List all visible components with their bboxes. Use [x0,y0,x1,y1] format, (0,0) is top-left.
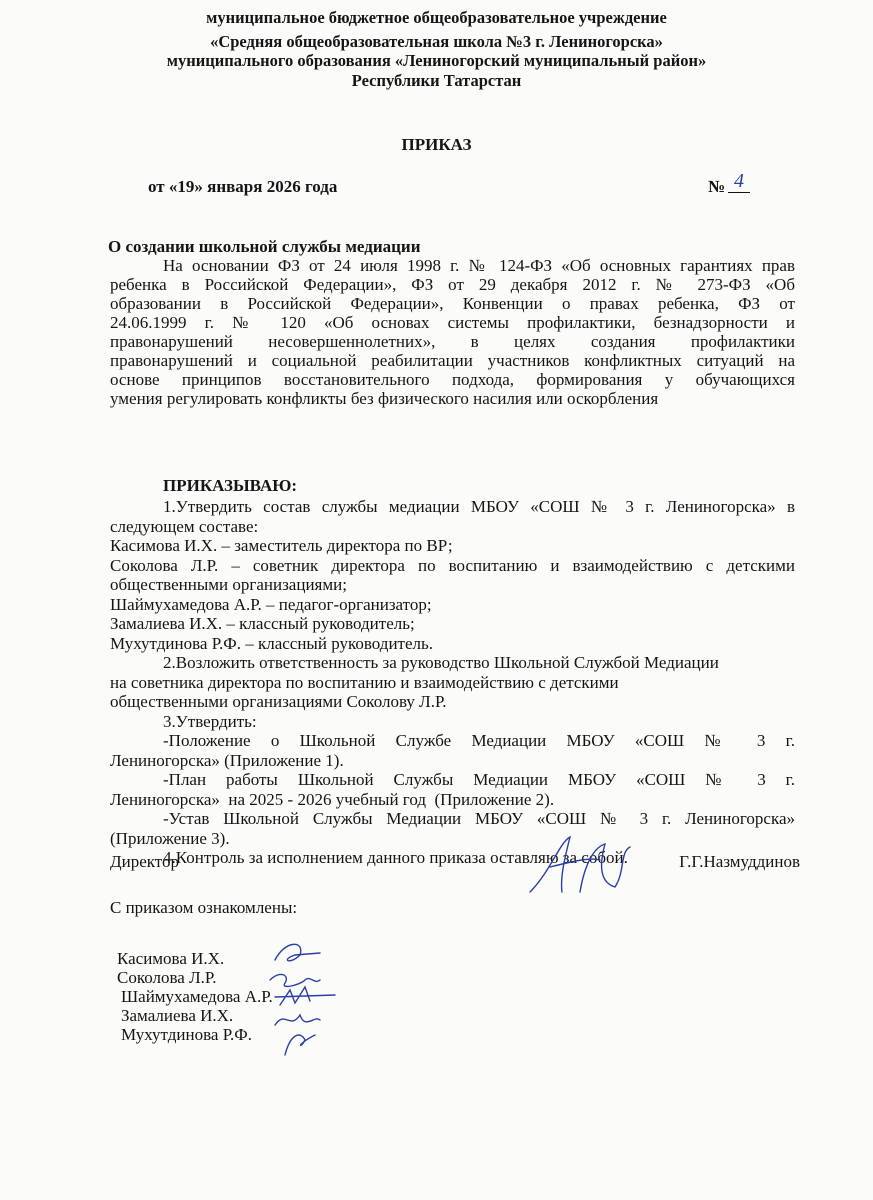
staff-signatures-icon [260,935,350,1065]
preamble-line: умения регулировать конфликты без физического насилия или оскорбления [110,389,659,408]
order-item-line: на советника директора по воспитанию и взаимодействию с детскими [110,672,619,692]
acknowledged-name: Замалиева И.Х. [121,1006,234,1025]
acknowledged-name: Шаймухамедова А.Р. [121,987,273,1006]
preamble [110,256,795,408]
order-subject: О создании школьной службы медиации [108,237,421,256]
order-item-line: Мухутдинова Р.Ф. – классный руководитель. [110,633,433,653]
order-item-line: Замалиева И.Х. – классный руководитель; [110,614,415,633]
order-item-line: 4.Контроль за исполнением данного приказа оставляю за собой. [163,848,628,867]
signatory-position: Директор [110,852,179,871]
order-item-line: общественными организациями; [110,575,347,594]
order-item-line: 1.Утвердить состав службы медиации МБОУ «СОШ № 3 г. Лениногорска» в [163,497,795,516]
preamble-line: На основании ФЗ от 24 июля 1998 г. № 124-ФЗ «Об основных гарантиях прав [163,256,795,275]
order-number-label: № [708,177,726,196]
order-item-line: Шаймухамедова А.Р. – педагог-организатор; [110,594,432,614]
order-item-line: Лениногорска» (Приложение 1). [110,750,344,770]
preamble-line: образовании в Российской Федерации», Конвенции о правах ребенка, ФЗ от [110,294,795,313]
order-item-line: следующем составе: [110,516,259,536]
preamble-line: основе принципов восстановительного подхода, формирования у обучающихся [110,370,795,389]
header-line: муниципального образования «Лениногорский муниципальный район» [166,51,707,70]
order-item-line: -Устав Школьной Службы Медиации МБОУ «СОШ № 3 г. Лениногорска» [163,809,795,828]
order-item-line: 3.Утвердить: [163,711,257,731]
order-word: ПРИКАЗЫВАЮ: [163,476,298,495]
order-date: от «19» января 2026 года [148,177,338,196]
acknowledged-heading: С приказом ознакомлены: [110,898,298,917]
order-item-line: -План работы Школьной Службы Медиации МБОУ «СОШ № 3 г. [163,770,795,789]
order-item-line: Касимова И.Х. – заместитель директора по ВР; [110,536,453,555]
acknowledged-name: Мухутдинова Р.Ф. [121,1025,252,1044]
preamble-line: ребенка в Российской Федерации», ФЗ от 29 декабря 2012 г. № 273-ФЗ «Об [110,275,795,294]
preamble-line: 24.06.1999 г. № 120 «Об основах системы профилактики, безнадзорности и [110,313,795,332]
order-item-line: -Положение о Школьной Службе Медиации МБОУ «СОШ № 3 г. [163,731,795,750]
order-item-line: Соколова Л.Р. – советник директора по воспитанию и взаимодействию с детскими [110,555,795,575]
preamble-line: правонарушений несовершеннолетних», в целях создания профилактики [110,332,795,351]
preamble-line: правонарушений и социальной реабилитации участников конфликтных ситуаций на [110,351,795,370]
order-item-line: общественными организациями Соколову Л.Р. [110,692,447,711]
acknowledged-name: Касимова И.Х. [117,949,225,968]
order-number-value: 4 [728,170,750,193]
order-item-line: Лениногорска» на 2025 - 2026 учебный год (Приложение 2). [110,789,555,809]
order-item-line: (Приложение 3). [110,828,230,848]
acknowledged-name: Соколова Л.Р. [117,968,217,987]
document-title: ПРИКАЗ [401,135,472,154]
order-items [110,497,795,868]
header-line: муниципальное бюджетное общеобразовательное учреждение [206,8,667,27]
signatory-name: Г.Г.Назмуддинов [679,852,800,871]
institution-header [0,8,873,90]
header-line: «Средняя общеобразовательная школа №3 г. Лениногорска» [210,31,663,51]
director-signature-icon [520,832,640,902]
header-line: Республики Татарстан [351,70,522,90]
order-item-line: 2.Возложить ответственность за руководство Школьной Службой Медиации [163,653,719,672]
